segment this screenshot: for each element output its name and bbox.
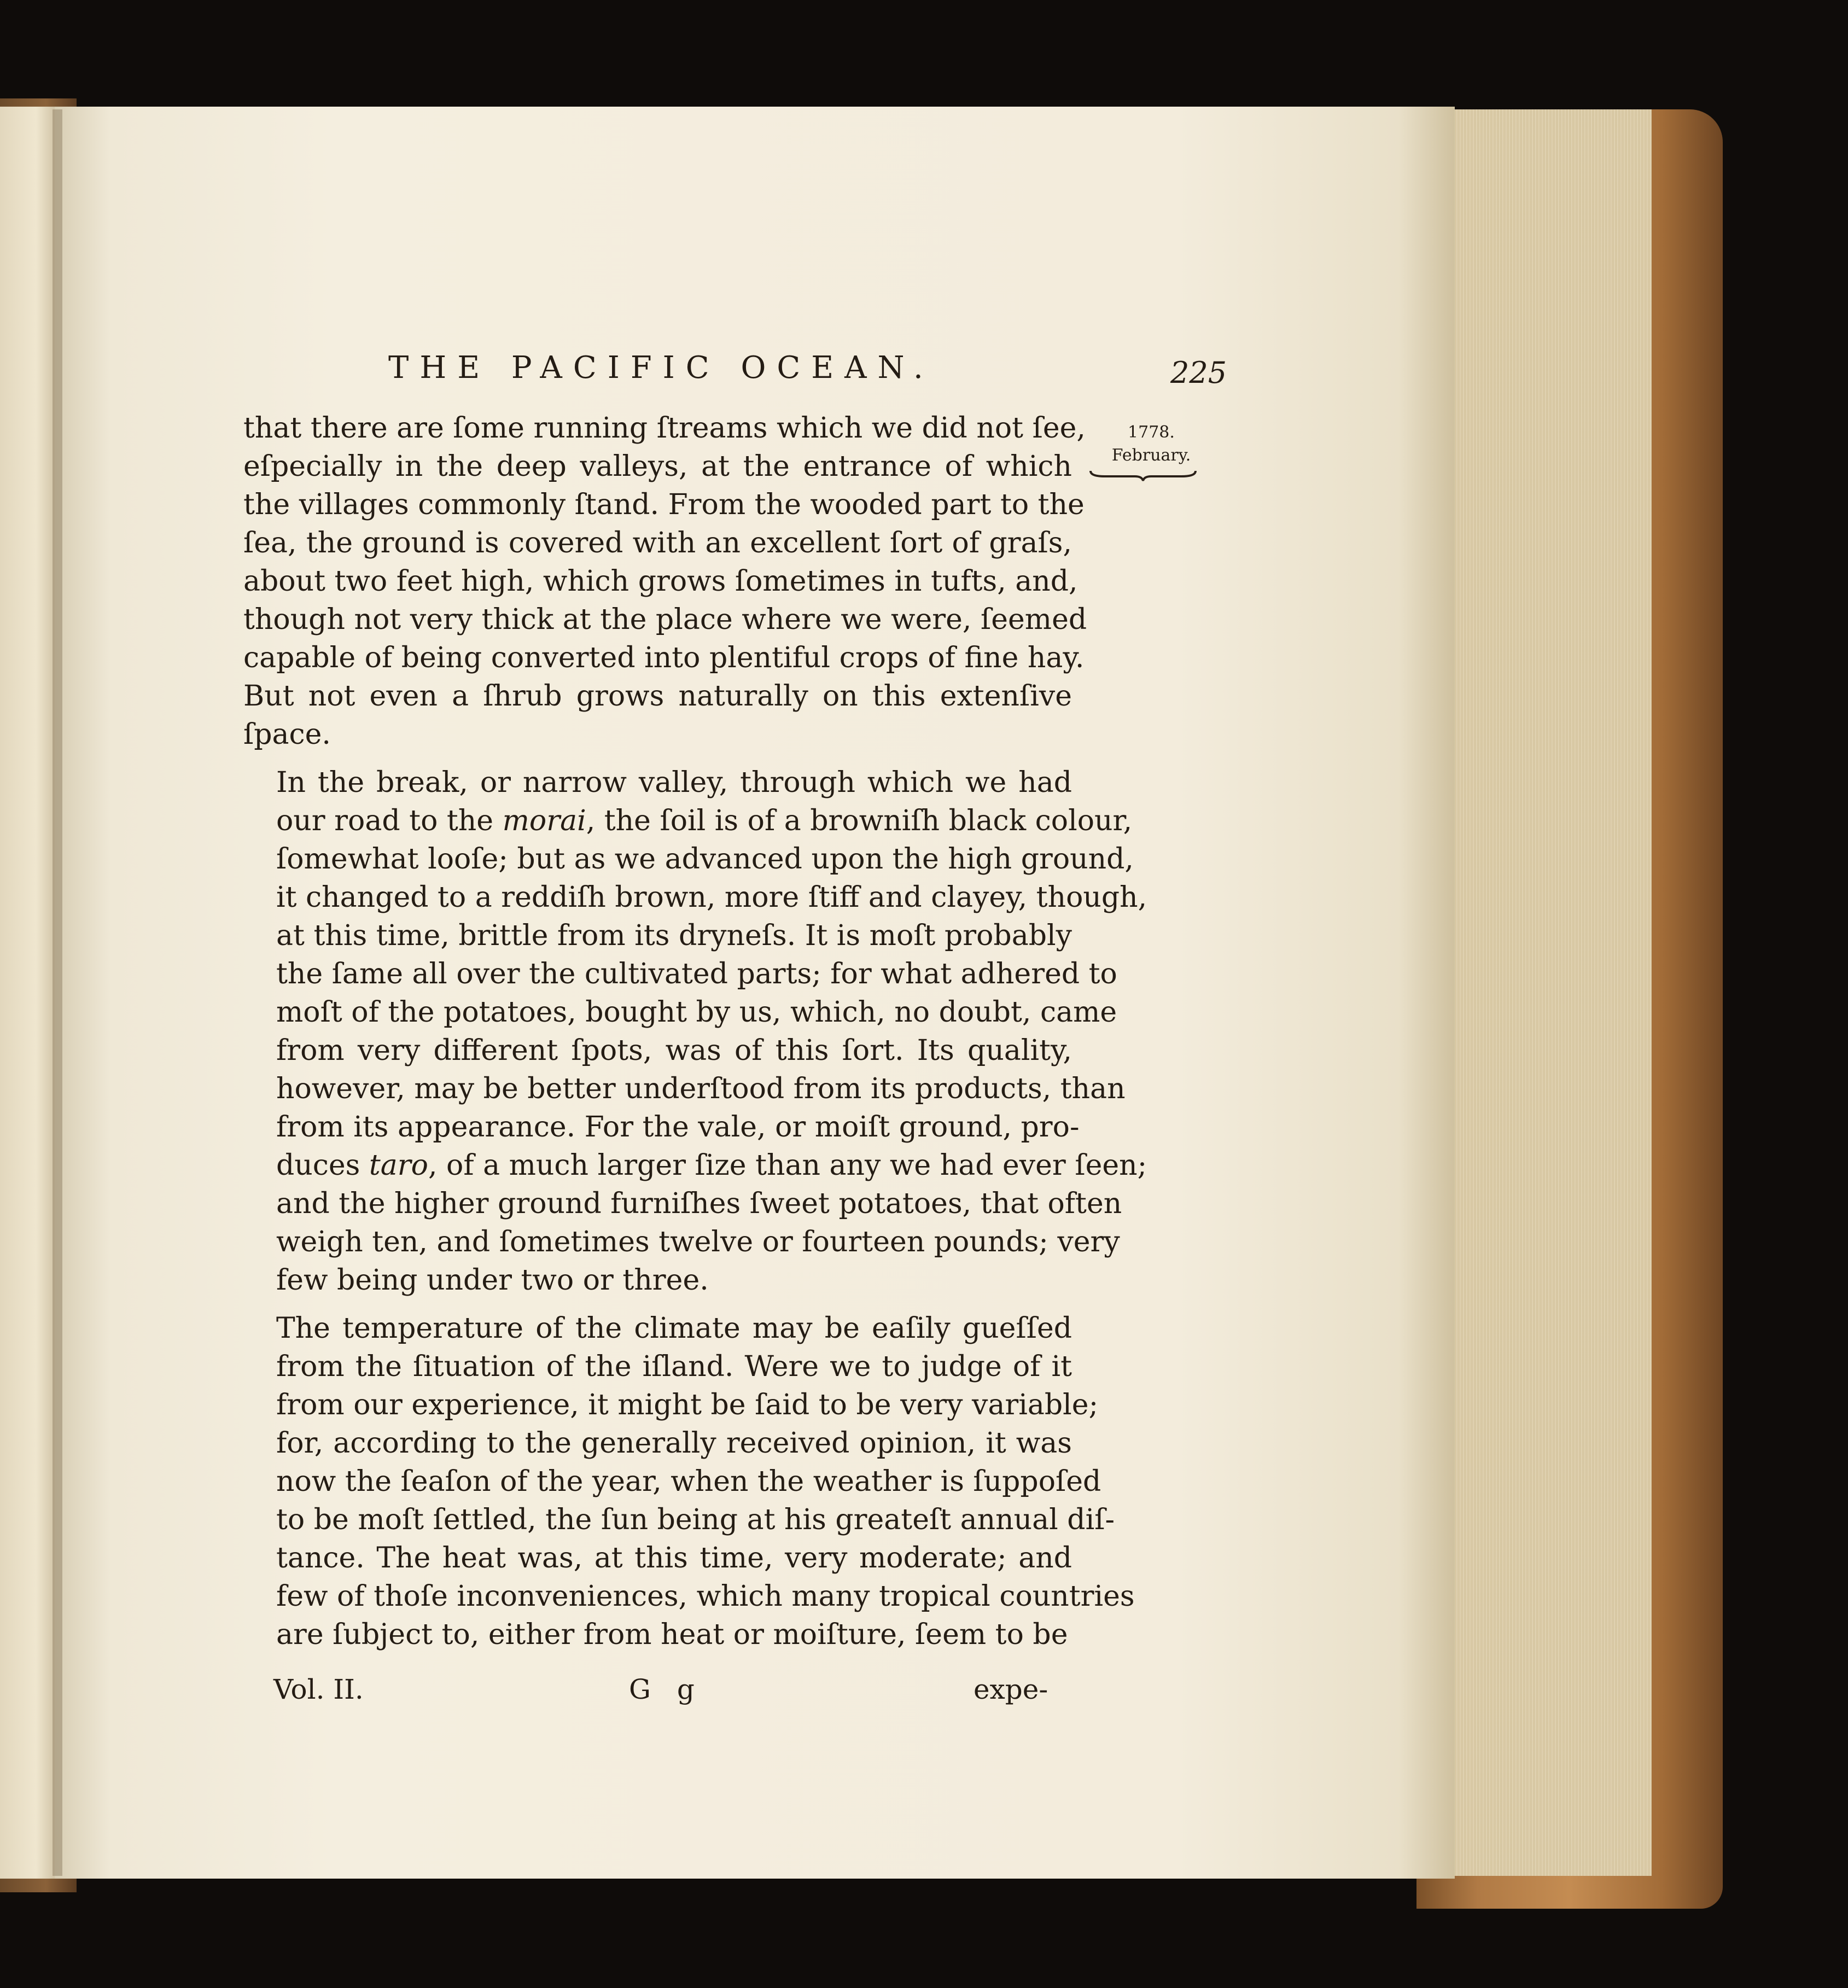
text-line: weigh ten, and ſometimes twelve or fourteen pounds; very (276, 1226, 1120, 1258)
text-line: to be moſt ſettled, the ſun being at his greateſt annual diſ- (276, 1503, 1115, 1536)
page-number: 225 (1170, 355, 1227, 390)
text-line: But not even a ſhrub grows naturally on this extenſive (243, 680, 1072, 713)
margin-note-year: 1778. (1128, 423, 1175, 442)
margin-brace (1088, 469, 1198, 482)
text-line: ſea, the ground is covered with an excellent ſort of graſs, (243, 527, 1072, 559)
margin-note (1091, 421, 1211, 467)
text-line: In the break, or narrow valley, through which we had (276, 766, 1072, 799)
text-line: and the higher ground furniſhes ſweet potatoes, that often (276, 1187, 1122, 1220)
paragraph (243, 409, 1087, 754)
running-head: THE PACIFIC OCEAN. (388, 350, 934, 386)
text-line: few being under two or three. (276, 1264, 709, 1297)
body-text (243, 409, 1147, 1664)
text-line: ſomewhat looſe; but as we advanced upon the high ground, (276, 843, 1134, 876)
text-line: few of thoſe inconveniences, which many tropical countries (276, 1580, 1135, 1613)
paragraph (243, 763, 1147, 1299)
text-line: The temperature of the climate may be eaſily gueſſed (276, 1312, 1072, 1345)
text-line: our road to the morai, the ſoil is of a browniſh black colour, (276, 804, 1133, 837)
text-line: the ſame all over the cultivated parts; for what adhered to (276, 958, 1117, 990)
text-line: moſt of the potatoes, bought by us, which, no doubt, came (276, 996, 1117, 1029)
page-gutter (53, 109, 62, 1876)
page-block-edges (1422, 109, 1652, 1876)
text-line: however, may be better underſtood from its products, than (276, 1072, 1126, 1105)
text-line: it changed to a reddiſh brown, more ſtiff and clayey, though, (276, 881, 1147, 914)
text-line: duces taro, of a much larger ſize than any we had ever ſeen; (276, 1149, 1147, 1182)
text-line: now the ſeaſon of the year, when the weather is ſuppoſed (276, 1465, 1101, 1498)
footer-signature: G g (629, 1674, 703, 1705)
paragraph (243, 1309, 1135, 1654)
left-page-edge (0, 107, 60, 1879)
text-line: from very different ſpots, was of this ſort. Its quality, (276, 1034, 1072, 1067)
text-line: from its appearance. For the vale, or moiſt ground, pro- (276, 1111, 1080, 1144)
text-line: about two feet high, which grows ſometimes in tufts, and, (243, 565, 1078, 598)
text-line: the villages commonly ſtand. From the wooded part to the (243, 488, 1085, 521)
text-line: for, according to the generally received opinion, it was (276, 1427, 1072, 1460)
footer-volume: Vol. II. (273, 1674, 364, 1705)
text-line: tance. The heat was, at this time, very moderate; and (276, 1542, 1072, 1575)
text-line: from the ſituation of the iſland. Were we to judge of it (276, 1350, 1072, 1383)
text-line: capable of being converted into plentiful crops of fine hay. (243, 642, 1085, 674)
footer-catchword: expe- (973, 1674, 1048, 1705)
margin-note-month: February. (1111, 446, 1191, 465)
text-line: from our experience, it might be ſaid to be very variable; (276, 1389, 1099, 1421)
text-line: are ſubject to, either from heat or moiſture, ſeem to be (276, 1618, 1068, 1651)
text-line: at this time, brittle from its dryneſs. It is moſt probably (276, 919, 1072, 952)
text-line: eſpecially in the deep valleys, at the entrance of which (243, 450, 1072, 483)
text-line: that there are ſome running ſtreams which we did not ſee, (243, 412, 1086, 445)
text-line: ſpace. (243, 718, 331, 751)
text-line: though not very thick at the place where we were, ſeemed (243, 603, 1087, 636)
